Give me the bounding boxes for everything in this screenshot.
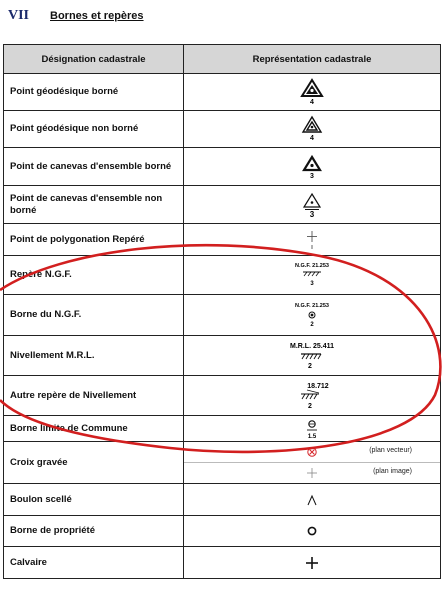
thin-cross-icon	[306, 467, 318, 479]
engraved-cross-image-subrow	[184, 463, 440, 483]
row-symbol-cell	[184, 442, 441, 484]
table-row	[4, 376, 441, 416]
row-symbol-cell	[184, 111, 441, 148]
row-label: Point de canevas d'ensemble non borné	[4, 186, 184, 224]
row-symbol-cell	[184, 224, 441, 256]
svg-text:N.G.F. 21.253: N.G.F. 21.253	[295, 263, 329, 269]
table-row	[4, 148, 441, 186]
table-row	[4, 74, 441, 111]
svg-text:3: 3	[309, 209, 315, 219]
table-row	[4, 111, 441, 148]
svg-text:4: 4	[310, 99, 314, 106]
mrl-benchmark-icon	[284, 341, 340, 371]
other-benchmark-icon	[288, 381, 336, 411]
triangle-filled-icon	[300, 79, 324, 105]
row-symbol-cell	[184, 376, 441, 416]
cadastral-symbols-table	[3, 44, 441, 579]
table-row	[4, 224, 441, 256]
table-row	[4, 336, 441, 376]
row-label: Autre repère de Nivellement	[4, 376, 184, 416]
svg-text:M.R.L. 25.411: M.R.L. 25.411	[290, 342, 334, 350]
row-symbol-cell	[184, 416, 441, 442]
table-row	[4, 442, 441, 484]
table-row	[4, 484, 441, 516]
small-cross-icon	[306, 230, 318, 250]
row-label: Nivellement M.R.L.	[4, 336, 184, 376]
row-label: Borne limite de Commune	[4, 416, 184, 442]
row-label: Calvaire	[4, 547, 184, 579]
svg-text:1.5: 1.5	[307, 433, 317, 440]
row-label: Point de polygonation Repéré	[4, 224, 184, 256]
table-row	[4, 295, 441, 336]
row-symbol-cell	[184, 295, 441, 336]
col-header-representation: Représentation cadastrale	[184, 45, 441, 74]
row-symbol-cell	[184, 148, 441, 186]
table-header-row	[4, 45, 441, 74]
col-header-designation: Désignation cadastrale	[4, 45, 184, 74]
row-label: Borne du N.G.F.	[4, 295, 184, 336]
row-label: Point de canevas d'ensemble borné	[4, 148, 184, 186]
row-symbol-cell	[184, 186, 441, 224]
row-label: Point géodésique borné	[4, 74, 184, 111]
row-label: Point géodésique non borné	[4, 111, 184, 148]
section-number: VII	[8, 8, 30, 23]
table-row	[4, 547, 441, 579]
table-row	[4, 416, 441, 442]
row-symbol-cell	[184, 256, 441, 295]
svg-text:2: 2	[308, 362, 312, 370]
table-row	[4, 186, 441, 224]
commune-borne-icon	[305, 418, 319, 440]
triangle-bold-icon	[302, 155, 322, 179]
row-symbol-cell	[184, 547, 441, 579]
svg-text:3: 3	[310, 281, 314, 287]
table-row	[4, 516, 441, 547]
triangle-double-icon	[300, 116, 324, 142]
row-label: Boulon scellé	[4, 484, 184, 516]
svg-text:2: 2	[310, 322, 314, 328]
red-circled-x-icon	[306, 446, 318, 458]
row-label: Borne de propriété	[4, 516, 184, 547]
table-row	[4, 256, 441, 295]
svg-text:4: 4	[310, 135, 314, 142]
ngf-benchmark-icon	[290, 261, 334, 289]
caret-icon	[306, 494, 318, 506]
ngf-borne-icon	[290, 301, 334, 329]
row-symbol-cell	[184, 74, 441, 111]
plus-cross-icon	[305, 556, 319, 570]
small-circle-icon	[306, 525, 318, 537]
plan-image-note: (plan image)	[373, 468, 412, 475]
svg-text:18.712: 18.712	[307, 382, 329, 390]
row-label: Croix gravée	[4, 442, 184, 484]
plan-vecteur-note: (plan vecteur)	[369, 447, 412, 454]
section-title: Bornes et repères	[50, 10, 144, 22]
engraved-cross-vector-subrow	[184, 442, 440, 463]
svg-text:N.G.F. 21.253: N.G.F. 21.253	[295, 303, 329, 309]
svg-text:3: 3	[310, 172, 314, 180]
row-label: Repère N.G.F.	[4, 256, 184, 295]
triangle-outline-icon	[302, 192, 322, 218]
row-symbol-cell	[184, 516, 441, 547]
row-symbol-cell	[184, 336, 441, 376]
row-symbol-cell	[184, 484, 441, 516]
svg-text:2: 2	[308, 402, 312, 410]
